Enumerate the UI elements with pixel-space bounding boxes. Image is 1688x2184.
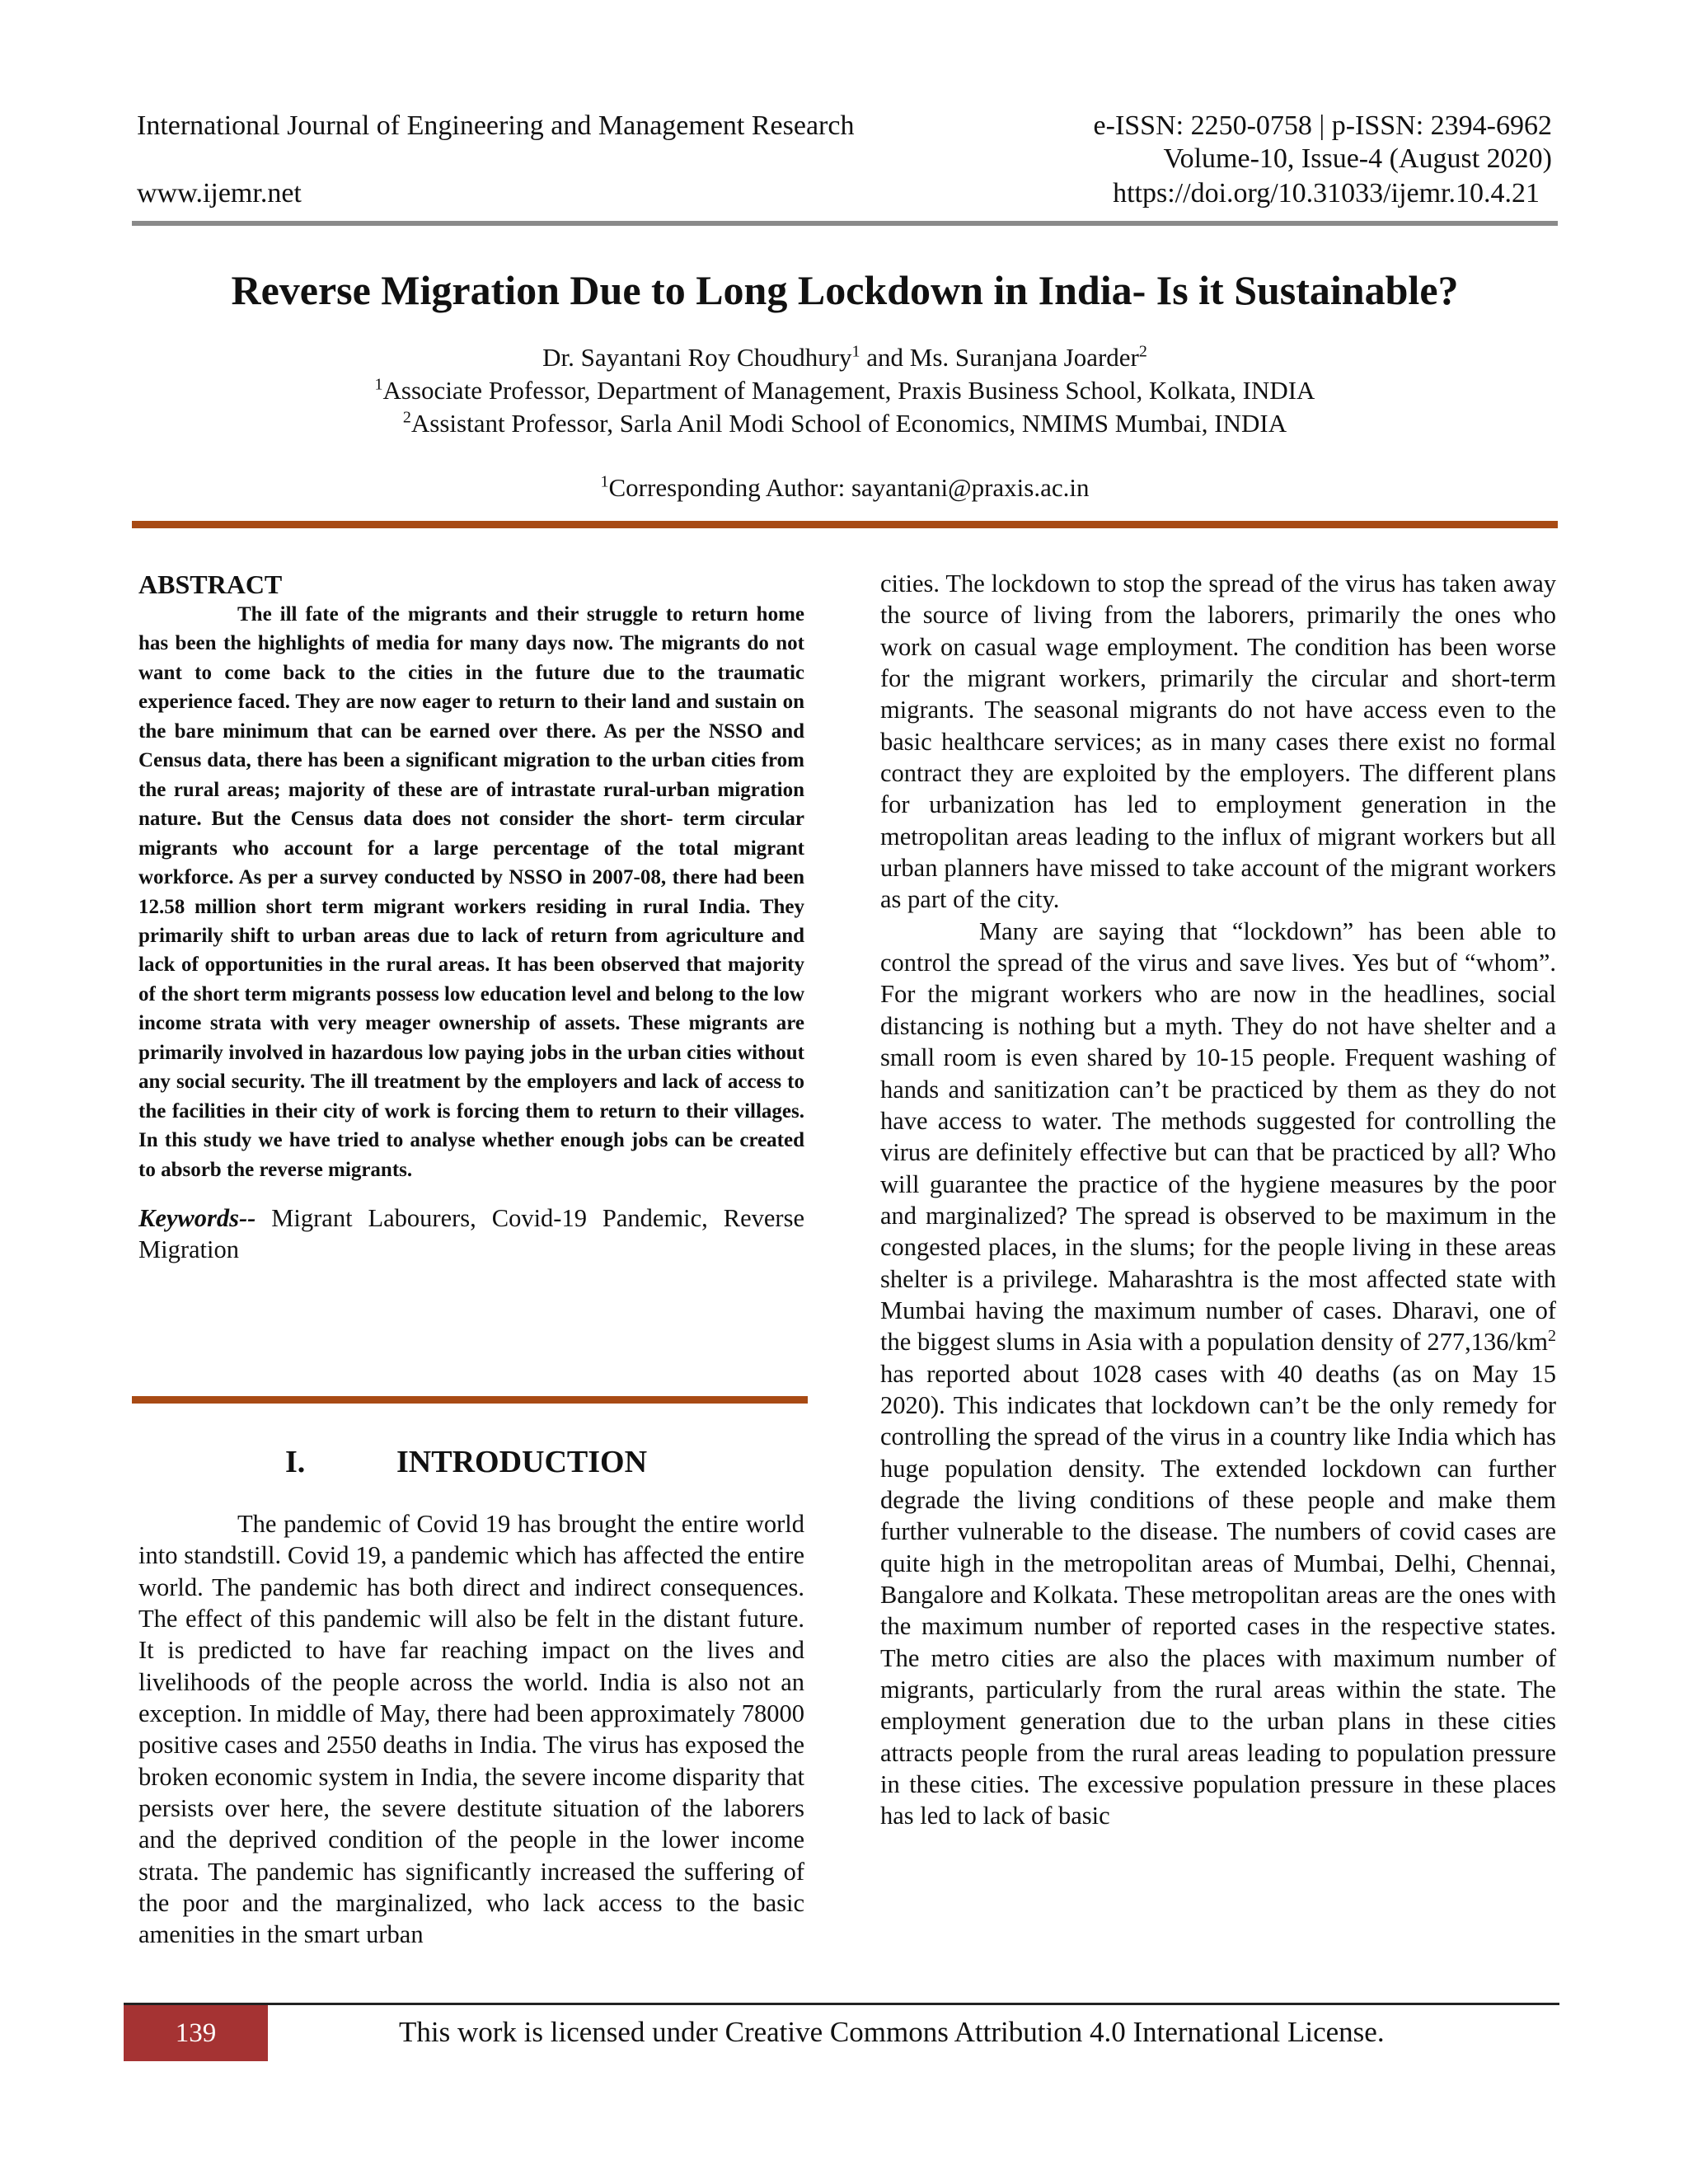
right-paragraph-1: cities. The lockdown to stop the spread of the virus has taken away the source of living from the laborers, primarily the ones who work on casual wage employment. The condition has been worse for the migrant workers, primarily the circular and short-term migrants. The seasonal migrants do not have access even to the basic healthcare services; as in many cases there exist no formal contract they are exploited by the employers. The different plans for urbanization has led to employment generation in the metropolitan areas leading to the influx of migrant workers but all urban planners have missed to take account of the migrant workers as part of the city.	[880, 569, 1556, 914]
affiliation-2-sup: 2	[402, 408, 411, 427]
title-rule	[132, 521, 1558, 528]
paper-title: Reverse Migration Due to Long Lockdown in India- Is it Sustainable?	[231, 267, 1459, 313]
affiliation-1	[132, 375, 1558, 406]
license-text: This work is licensed under Creative Commons Attribution 4.0 International License.	[399, 2016, 1385, 2048]
affiliation-2-text: Assistant Professor, Sarla Anil Modi School of Economics, NMIMS Mumbai, INDIA	[410, 409, 1287, 438]
right-paragraph-2-b: has reported about 1028 cases with 40 deaths (as on May 15 2020). This indicates that lockdown can’t be the only remedy for controlling the spread of the virus in a country like India which has huge population density. The extended lockdown can further degrade the living conditions of these people and make them further vulnerable to the disease. The numbers of covid cases are quite high in the metropolitan areas of Mumbai, Delhi, Chennai, Bangalore and Kolkata. These metropolitan areas are the ones with the maximum number of reported cases in the respective states. The metro cities are also the places with maximum number of migrants, particularly from the rural areas within the state. The employment generation due to the urban plans in these cities attracts people from the rural areas leading to population pressure in these cities. The excessive population pressure in these places has led to lack of basic	[880, 1359, 1556, 1830]
right-paragraph-2-a: Many are saying that “lockdown” has been able to control the spread of the virus and save lives. Yes but of “whom”. For the migrant workers who are now in the headlines, social distancing is nothing but a myth. They do not have shelter and a small room is even shared by 10-15 people. Frequent washing of hands and sanitization can’t be practiced by them as they do not have access to water. The methods suggested for controlling the virus are definitely effective but can that be practiced by all? Who will guarantee the practice of the hygiene measures by the poor and marginalized? The spread is observed to be maximum in the congested places, in the slums; for the people living in these areas shelter is a privilege. Maharashtra is the most affected state with Mumbai having the maximum number of cases. Dharavi, one of the biggest slums in Asia with a population density of 277,136/km	[880, 916, 1556, 1357]
introduction-column	[138, 1508, 804, 1951]
section-number: I.	[285, 1445, 306, 1479]
keywords	[138, 1202, 804, 1266]
keywords-label: Keywords--	[138, 1204, 256, 1233]
left-column	[138, 569, 804, 1266]
volume-issue: Volume-10, Issue-4 (August 2020)	[1163, 143, 1552, 174]
author-1: Dr. Sayantani Roy Choudhury	[542, 343, 852, 372]
journal-name: International Journal of Engineering and Management Research	[137, 110, 855, 141]
keywords-text: Migrant Labourers, Covid-19 Pandemic, Reverse Migration	[138, 1204, 804, 1264]
author-1-sup: 1	[851, 342, 860, 361]
doi-link[interactable]: https://doi.org/10.31033/ijemr.10.4.21	[1113, 178, 1540, 209]
header-rule	[132, 221, 1558, 226]
right-column	[880, 568, 1556, 1832]
journal-website[interactable]: www.ijemr.net	[137, 178, 302, 209]
section-title: INTRODUCTION	[396, 1445, 648, 1479]
corresponding-text: Corresponding Author: sayantani@praxis.ac.in	[608, 473, 1090, 502]
abstract-rule	[132, 1396, 808, 1404]
author-2: and Ms. Suranjana Joarder	[860, 343, 1139, 372]
affiliation-1-sup: 1	[374, 375, 383, 394]
author-2-sup: 2	[1138, 342, 1147, 361]
right-paragraph-2	[880, 916, 1556, 1832]
affiliation-2	[132, 408, 1558, 439]
corresponding-sup: 1	[600, 472, 609, 491]
issn-line: e-ISSN: 2250-0758 | p-ISSN: 2394-6962	[1093, 110, 1552, 141]
affiliation-1-text: Associate Professor, Department of Management, Praxis Business School, Kolkata, INDIA	[382, 376, 1315, 405]
footer-rule	[124, 2003, 1559, 2005]
section-heading-introduction	[285, 1444, 647, 1480]
abstract-heading: ABSTRACT	[138, 569, 283, 599]
km2-sup: 2	[1548, 1327, 1556, 1346]
abstract-text: The ill fate of the migrants and their struggle to return home has been the highlights of media for many days now. The migrants do not want to come back to the cities in the future due to the traumatic experience faced. They are now eager to return to their land and sustain on the bare minimum that can be earned over there. As per the NSSO and Census data, there has been a significant migration to the urban cities from the rural areas; majority of these are of intrastate rural-urban migration nature. But the Census data does not consider the short- term circular migrants who account for a large percentage of the total migrant workforce. As per a survey conducted by NSSO in 2007-08, there had been 12.58 million short term migrant workers residing in rural India. They primarily shift to urban areas due to lack of return from agriculture and lack of opportunities in the rural areas. It has been observed that majority of the short term migrants possess low education level and belong to the low income strata with very meager ownership of assets. These migrants are primarily involved in hazardous low paying jobs in the urban cities without any social security. The ill treatment by the employers and lack of access to the facilities in their city of work is forcing them to return to their villages. In this study we have tried to analyse whether enough jobs can be created to absorb the reverse migrants.	[138, 603, 804, 1181]
authors-line	[132, 342, 1558, 373]
page-number: 139	[124, 2005, 268, 2061]
intro-paragraph-1: The pandemic of Covid 19 has brought the entire world into standstill. Covid 19, a pandemic which has affected the entire world. The pandemic has both direct and indirect consequences. The effect of this pandemic will also be felt in the distant future. It is predicted to have far reaching impact on the lives and livelihoods of the people across the world. India is also not an exception. In middle of May, there had been approximately 78000 positive cases and 2550 deaths in India. The virus has exposed the broken economic system in India, the severe income disparity that persists over here, the severe destitute situation of the laborers and the deprived condition of the people in the lower income strata. The pandemic has significantly increased the suffering of the poor and the marginalized, who lack access to the basic amenities in the smart urban	[138, 1510, 805, 1949]
corresponding-author	[132, 472, 1558, 504]
